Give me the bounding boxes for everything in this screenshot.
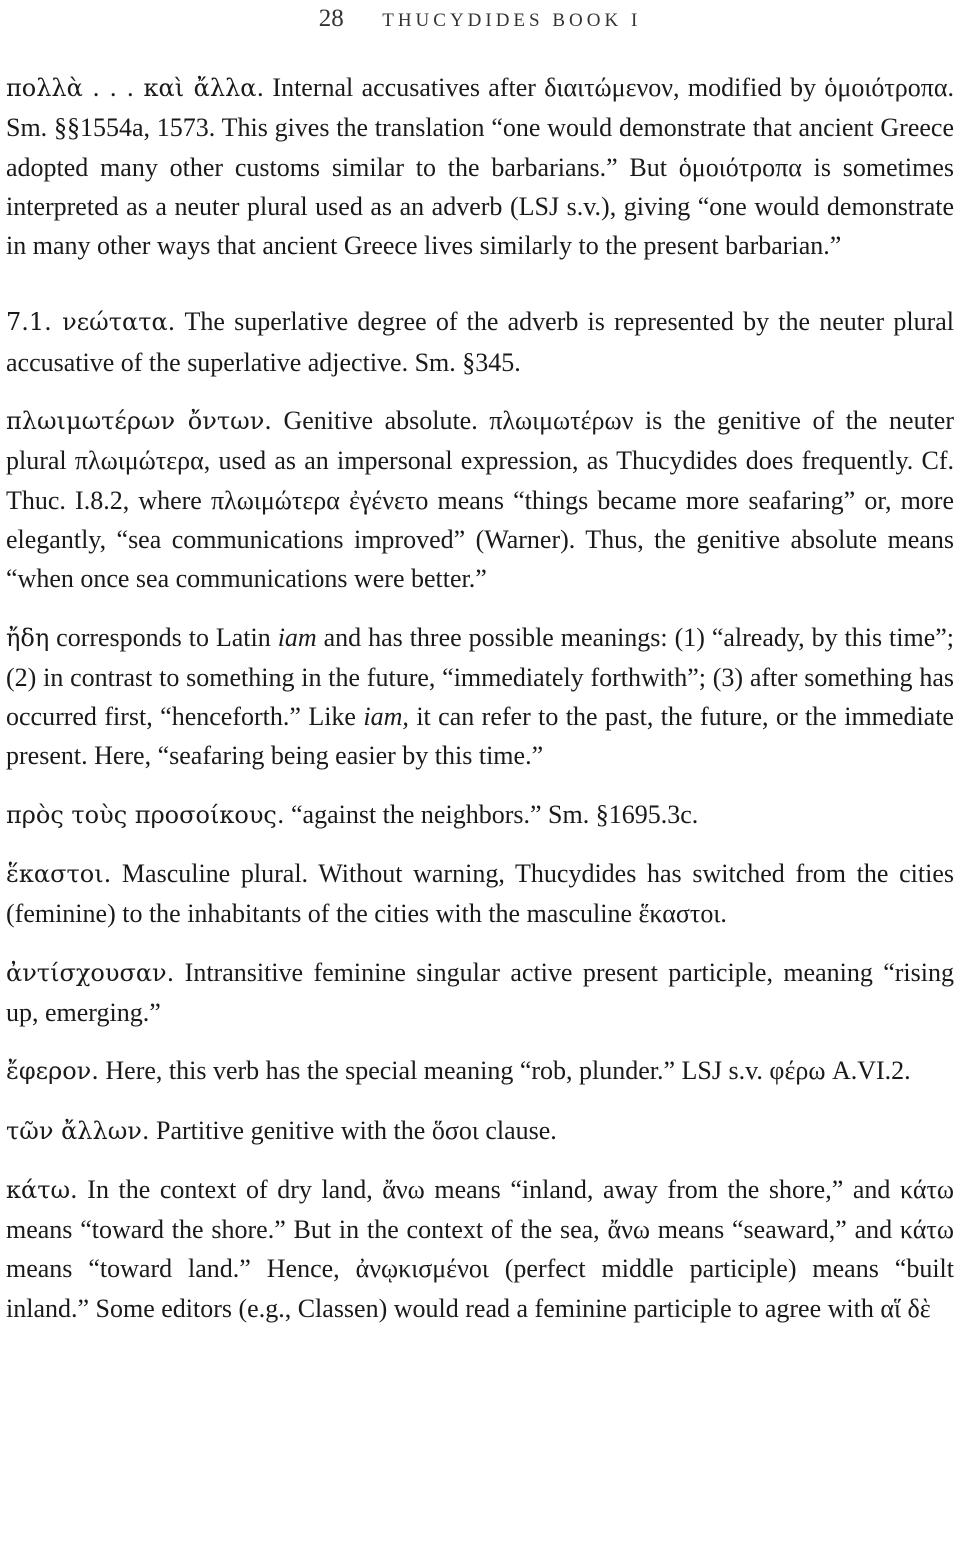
entry-lemma: τῶν ἄλλων. bbox=[6, 1116, 150, 1145]
commentary-entry bbox=[6, 854, 954, 934]
running-head bbox=[6, 0, 954, 42]
commentary-body bbox=[6, 68, 954, 1328]
entry-lemma: 7.1. νεώτατα. bbox=[6, 308, 176, 337]
entry-lemma: ἕκαστοι. bbox=[6, 860, 112, 889]
entry-text: “against the neighbors.” Sm. §1695.3c. bbox=[290, 799, 699, 829]
commentary-entry bbox=[6, 68, 954, 265]
entry-text: Partitive genitive with the ὅσοι clause. bbox=[155, 1115, 557, 1145]
entry-lemma: πλωιμωτέρων ὄντων. bbox=[6, 407, 272, 436]
entry-text: and has three possible meanings: (1) “already, by this time”; (2) in contrast to something in the future, “immediately forthwith”; (3) after something has occurred first, “henceforth.” Like bbox=[6, 622, 955, 732]
commentary-entry bbox=[6, 401, 954, 598]
entry-lemma: πολλὰ . . . καὶ ἄλλα. bbox=[6, 74, 265, 102]
commentary-entry bbox=[6, 1111, 954, 1151]
commentary-entry bbox=[6, 795, 954, 835]
entry-text: Genitive absolute. πλωιμωτέρων is the genitive of the neuter plural πλωιμώτερα, used as an impersonal expression, as Thucydides does frequently. Cf. Thuc. I.8.2, where πλωιμώτερα ἐγένετο means “things became more seafaring” or, more elegantly, “sea communications improved” (Warner). Thus, the genitive absolute means “when once sea communications were better.” bbox=[6, 406, 954, 594]
entry-text: Here, this verb has the special meaning “rob, plunder.” LSJ s.v. φέρω A.VI.2. bbox=[105, 1056, 911, 1086]
entry-lemma: πρὸς τοὺς προσοίκους. bbox=[6, 800, 285, 829]
latin-word: iam, bbox=[363, 702, 409, 732]
entry-lemma: ἔφερον. bbox=[6, 1057, 99, 1086]
entry-text: Masculine plural. Without warning, Thucydides has switched from the cities (feminine) to the inhabitants of the cities with the masculine ἕκαστοι. bbox=[6, 859, 955, 929]
commentary-entry bbox=[6, 1170, 954, 1328]
page-number: 28 bbox=[318, 5, 344, 32]
latin-word: iam bbox=[277, 622, 317, 652]
entry-text: it can refer to the past, the future, or the immediate present. Here, “seafaring being easier by this time.” bbox=[6, 702, 954, 771]
commentary-entry bbox=[6, 953, 954, 1033]
entry-lemma: κάτω. bbox=[6, 1175, 78, 1204]
entry-text: In the context of dry land, ἄνω means “inland, away from the shore,” and κάτω means “toward the shore.” But in the context of the sea, ἄνω means “seaward,” and κάτω means “toward land.” Hence, ἀνῳκισμένοι (perfect middle participle) means “built inland.” Some editors (e.g., Classen) would read a feminine participle to agree with αἵ δὲ bbox=[6, 1174, 955, 1323]
entry-lemma: ἀντίσχουσαν. bbox=[6, 958, 175, 987]
running-title: THUCYDIDES BOOK I bbox=[382, 10, 642, 31]
entry-lemma: ἤδη bbox=[6, 623, 50, 652]
entry-text: corresponds to Latin bbox=[56, 622, 271, 652]
commentary-entry bbox=[6, 1051, 954, 1091]
entry-text: Internal accusatives after διαιτώμενον, modified by ὁμοιότροπα. Sm. §§1554a, 1573. This gives the translation “one would demonstrate that ancient Greece adopted many other customs similar to the barbarians.” But ὁμοιότροπα is sometimes interpreted as a neuter plural used as an adverb (LSJ s.v.), giving “one would demonstrate in many other ways that ancient Greece lives similarly to the present barbarian.” bbox=[6, 73, 954, 261]
commentary-entry bbox=[6, 302, 954, 382]
entry-text: The superlative degree of the adverb is represented by the neuter plural accusative of the superlative adjective. Sm. §345. bbox=[6, 307, 954, 377]
commentary-entry bbox=[6, 618, 954, 776]
entry-text: Intransitive feminine singular active present participle, meaning “rising up, emerging.” bbox=[6, 957, 955, 1027]
